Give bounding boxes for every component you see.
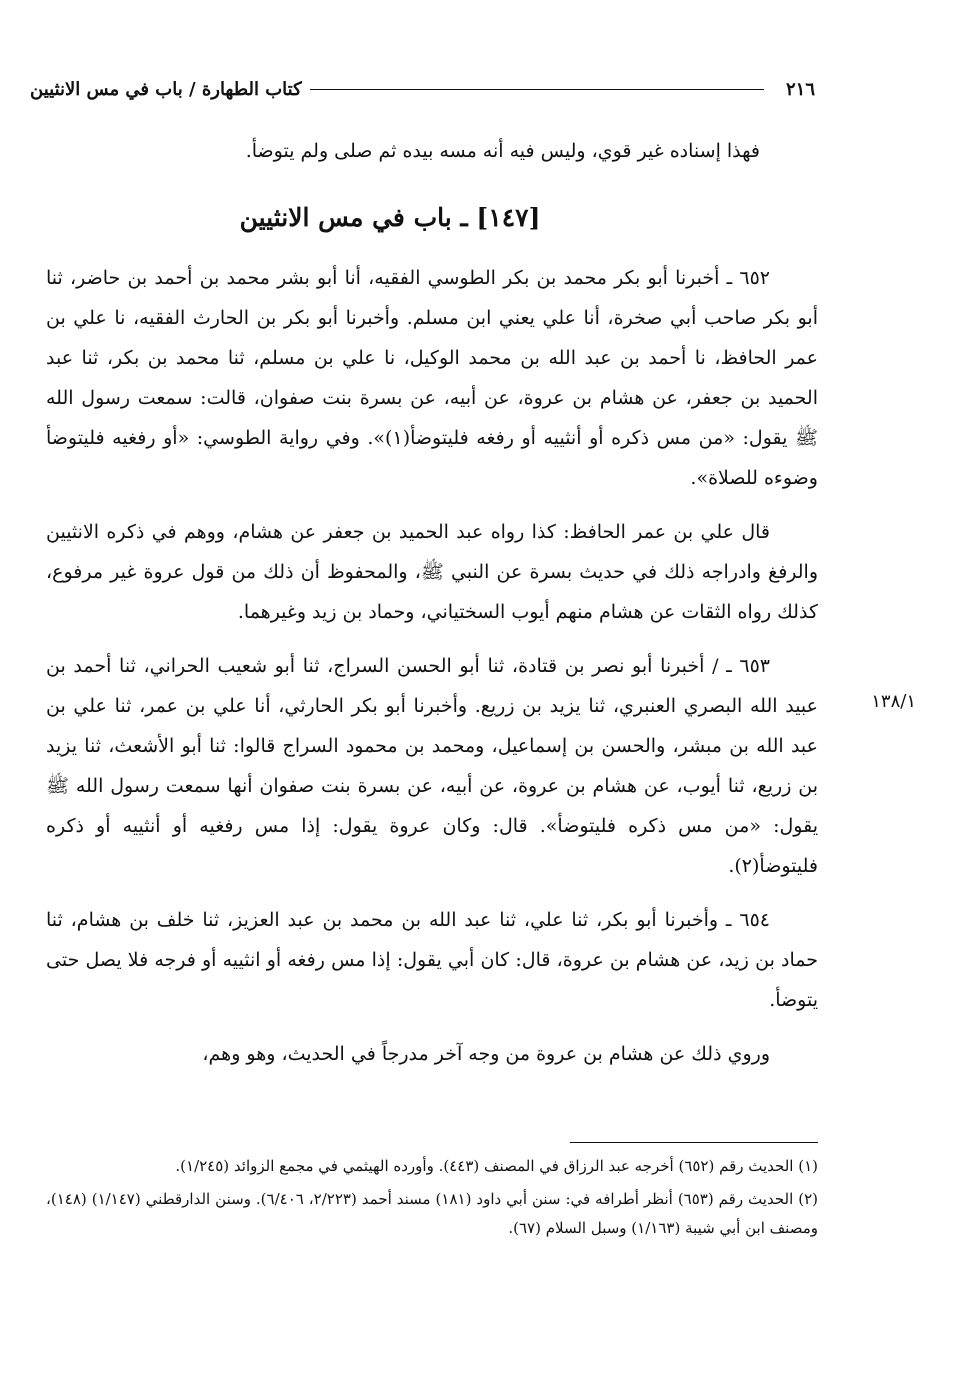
commentary-paragraph: قال علي بن عمر الحافظ: كذا رواه عبد الحميد بن جعفر عن هشام، ووهم في ذكره الانثيين والرفغ وادراجه ذلك في حديث بسرة عن النبي ﷺ، والمحفوظ أن ذلك من قول عروة غير مرفوع، كذلك رواه الثقات عن هشام منهم أيوب السختياني، وحماد بن زيد وغيرهما. [46, 521, 818, 623]
hadith-654: ٦٥٤ ـ وأخبرنا أبو بكر، ثنا علي، ثنا عبد الله بن محمد بن عبد العزيز، ثنا خلف بن هشام، ثنا حماد بن زيد، عن هشام بن عروة، قال: كان أبي يقول: إذا مس رفغه أو انثييه أو فرجه فلا يصل حتى يتوضأ. [46, 909, 818, 1011]
footnote-2: (٢) الحديث رقم (٦٥٣) أنظر أطرافه في: سنن أبي داود (١٨١) مسند أحمد (٢/٢٢٣، ٦/٤٠٦). وسنن الدارقطني (١/١٤٧) (١٤٨)، ومصنف ابن أبي شيبة (١/١٦٣) وسبل السلام (٦٧). [46, 1190, 819, 1237]
chapter-heading: [١٤٧] ـ باب في مس الانثيين [239, 203, 541, 232]
page-number: ٢١٦ [785, 78, 815, 100]
hadith-653: ٦٥٣ ـ / أخبرنا أبو نصر بن قتادة، ثنا أبو الحسن السراج، ثنا أبو شعيب الحراني، ثنا أحمد بن عبيد الله البصري العنبري، ثنا يزيد بن زريع. وأخبرنا أبو بكر الحارثي، أنا علي بن عمر، ثنا علي بن عبد الله بن مبشر، والحسن بن إسماعيل، ومحمد بن محمود السراج قالوا: ثنا أبو الأشعث، ثنا يزيد بن زريع، ثنا أيوب، عن هشام بن عروة، عن أبيه، عن بسرة بنت صفوان أنها سمعت رسول الله ﷺ يقول: «من مس ذكره فليتوضأ». قال: وكان عروة يقول: إذا مس رفغيه أو أنثييه أو ذكره فليتوضأ(٢). [46, 655, 818, 877]
main-text [46, 258, 818, 1088]
running-header [30, 72, 815, 106]
margin-reference: ١٣٨/١ [871, 691, 916, 712]
footnote-separator [570, 1142, 818, 1143]
header-rule [310, 89, 764, 90]
footnote-1: (١) الحديث رقم (٦٥٢) أخرجه عبد الرزاق في المصنف (٤٤٣). وأورده الهيثمي في مجمع الزوائد (١/٢٤٥). [175, 1157, 818, 1175]
footnotes [46, 1152, 818, 1247]
header-title: كتاب الطهارة / باب في مس الانثيين [30, 78, 302, 100]
intro-line: فهذا إسناده غير قوي، وليس فيه أنه مسه بيده ثم صلى ولم يتوضأ. [245, 140, 760, 162]
hadith-652: ٦٥٢ ـ أخبرنا أبو بكر محمد بن بكر الطوسي الفقيه، أنا أبو بشر محمد بن أحمد بن حاضر، ثنا أبو بكر صاحب أبي صخرة، أنا علي يعني ابن مسلم. وأخبرنا أبو بكر بن الحارث الفقيه، نا علي بن عمر الحافظ، نا أحمد بن عبد الله بن محمد الوكيل، نا علي بن مسلم، ثنا محمد بن بكر، ثنا عبد الحميد بن جعفر، عن هشام بن عروة، عن أبيه، عن بسرة بنت صفوان، قالت: سمعت رسول الله ﷺ يقول: «من مس ذكره أو أنثييه أو رفغه فليتوضأ(١)». وفي رواية الطوسي: «أو رفغيه فليتوضأ وضوءه للصلاة». [46, 267, 819, 489]
closing-paragraph: وروي ذلك عن هشام بن عروة من وجه آخر مدرجاً في الحديث، وهو وهم، [202, 1043, 770, 1065]
